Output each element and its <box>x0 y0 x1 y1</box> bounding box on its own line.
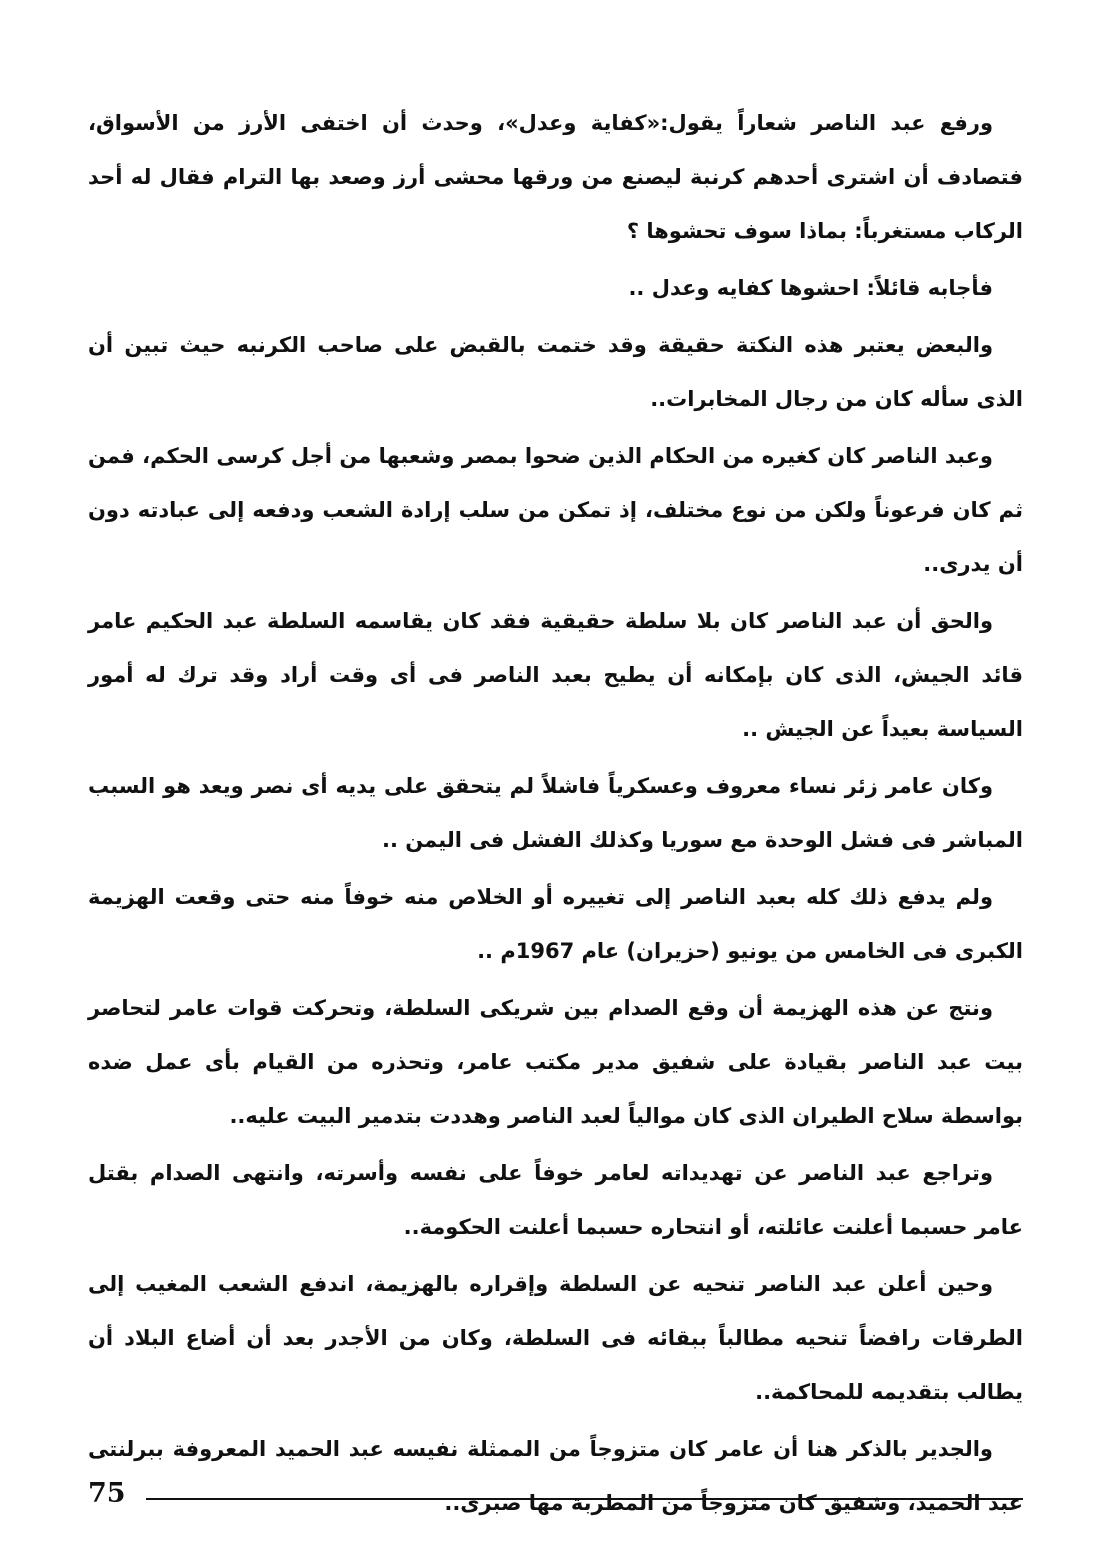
paragraph-8: ونتج عن هذه الهزيمة أن وقع الصدام بين شريكى السلطة، وتحركت قوات عامر لتحاصر بيت عبد الناصر بقيادة على شفيق مدير مكتب عامر، وتحذره من القيام بأى عمل ضده بواسطة سلاح الطيران الذى كان موالياً لعبد الناصر وهددت بتدمير البيت عليه.. <box>88 996 1023 1128</box>
paragraph-9: وتراجع عبد الناصر عن تهديداته لعامر خوفاً على نفسه وأسرته، وانتهى الصدام بقتل عامر حسبما أعلنت عائلته، أو انتحاره حسبما أعلنت الحكومة.. <box>88 1161 1023 1239</box>
page-footer <box>88 1478 1023 1518</box>
paragraph-4: وعبد الناصر كان كغيره من الحكام الذين ضحوا بمصر وشعبها من أجل كرسى الحكم، فمن ثم كان فرعوناً ولكن من نوع مختلف، إذ تمكن من سلب إرادة الشعب ودفعه إلى عبادته دون أن يدرى.. <box>88 444 1023 576</box>
paragraph-11: والجدير بالذكر هنا أن عامر كان متزوجاً من الممثلة نفيسه عبد الحميد المعروفة ببرلنتى عبد الحميد، وشفيق كان متزوجاً من المطربة مها صبرى.. <box>88 1437 1023 1515</box>
paragraph-3: والبعض يعتبر هذه النكتة حقيقة وقد ختمت بالقبض على صاحب الكرنبه حيث تبين أن الذى سأله كان من رجال المخابرات.. <box>88 333 1023 411</box>
paragraph-1: ورفع عبد الناصر شعاراً يقول:«كفاية وعدل»، وحدث أن اختفى الأرز من الأسواق، فتصادف أن اشترى أحدهم كرنبة ليصنع من ورقها محشى أرز وصعد بها الترام فقال له أحد الركاب مستغرباً: بماذا سوف تحشوها ؟ <box>88 111 1023 243</box>
paragraph-6: وكان عامر زئر نساء معروف وعسكرياً فاشلاً لم يتحقق على يديه أى نصر ويعد هو السبب المباشر فى فشل الوحدة مع سوريا وكذلك الفشل فى اليمن .. <box>88 774 1023 852</box>
paragraph-7: ولم يدفع ذلك كله بعبد الناصر إلى تغييره أو الخلاص منه خوفاً منه حتى وقعت الهزيمة الكبرى فى الخامس من يونيو (حزيران) عام 1967م .. <box>88 885 1023 963</box>
page-number: 75 <box>88 1478 126 1509</box>
paragraph-10: وحين أعلن عبد الناصر تنحيه عن السلطة وإقراره بالهزيمة، اندفع الشعب المغيب إلى الطرقات رافضاً تنحيه مطالباً ببقائه فى السلطة، وكان من الأجدر بعد أن أضاع البلاد أن يطالب بتقديمه للمحاكمة.. <box>88 1272 1023 1404</box>
body-text <box>88 96 1023 1533</box>
paragraph-5: والحق أن عبد الناصر كان بلا سلطة حقيقية فقد كان يقاسمه السلطة عبد الحكيم عامر قائد الجيش، الذى كان بإمكانه أن يطيح بعبد الناصر فى أى وقت أراد وقد ترك له أمور السياسة بعيداً عن الجيش .. <box>88 609 1023 741</box>
footer-divider <box>146 1498 1023 1500</box>
paragraph-2: فأجابه قائلاً: احشوها كفايه وعدل .. <box>628 276 993 300</box>
